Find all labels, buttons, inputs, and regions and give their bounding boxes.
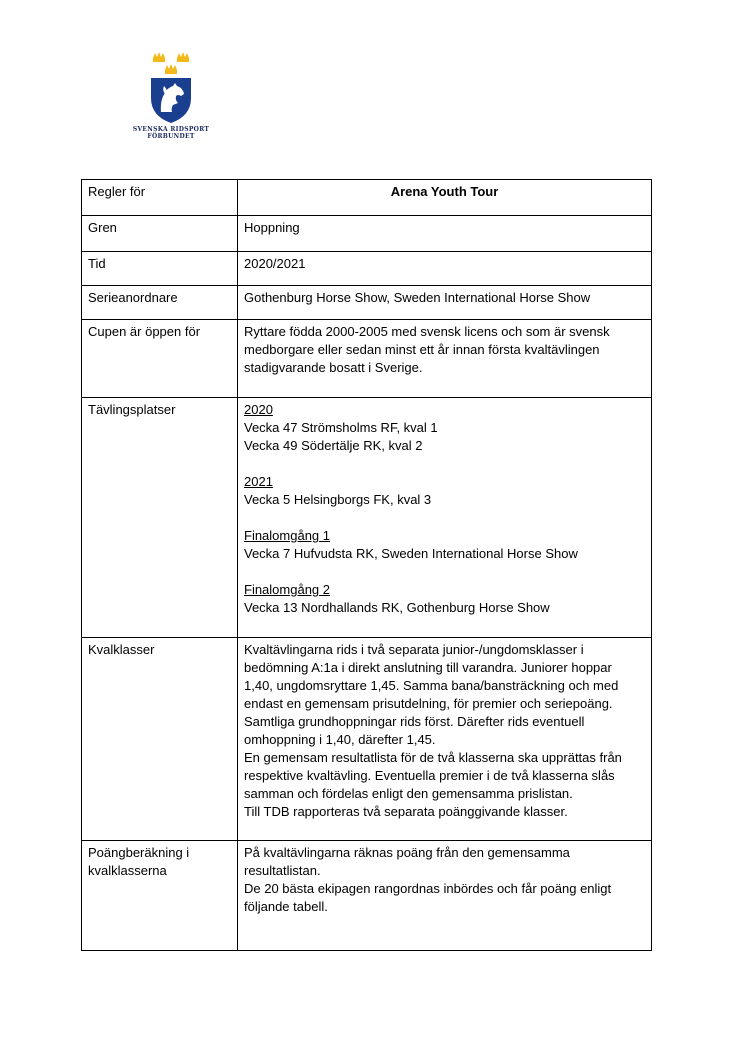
section-heading: Finalomgång 1: [244, 528, 330, 543]
text-line: På kvaltävlingarna räknas poäng från den gemensamma: [244, 845, 570, 860]
text-line: Kvaltävlingarna rids i två separata junior-/ungdomsklasser i: [244, 642, 584, 657]
row-value: [238, 638, 652, 841]
row-value: Hoppning: [238, 216, 652, 252]
text-line: resultatlistan.: [244, 863, 321, 878]
table-row-tavlingsplatser: [82, 398, 652, 638]
text-line: medborgare eller sedan minst ett år innan första kvaltävlingen: [244, 342, 600, 357]
row-value: 2020/2021: [238, 252, 652, 286]
section-heading: 2021: [244, 474, 273, 489]
table-row-kvalklasser: [82, 638, 652, 841]
row-label: Tävlingsplatser: [82, 398, 238, 638]
table-row-serieanordnare: [82, 286, 652, 320]
row-label: Cupen är öppen för: [82, 320, 238, 398]
text-line: samman och fördelas enligt den gemensamma prislistan.: [244, 786, 573, 801]
text-line: Vecka 7 Hufvudsta RK, Sweden International Horse Show: [244, 546, 578, 561]
row-label: Gren: [82, 216, 238, 252]
text-line: Vecka 13 Nordhallands RK, Gothenburg Horse Show: [244, 600, 550, 615]
text-line: En gemensam resultatlista för de två klasserna ska upprättas från: [244, 750, 622, 765]
text-line: Ryttare födda 2000-2005 med svensk licens och som är svensk: [244, 324, 610, 339]
text-line: följande tabell.: [244, 899, 328, 914]
text-line: 1,40, ungdomsryttare 1,45. Samma bana/bansträckning och med: [244, 678, 619, 693]
three-crowns-icon: [153, 52, 189, 74]
text-line: Samtliga grundhoppningar rids först. Därefter rids eventuell: [244, 714, 585, 729]
row-label: Tid: [82, 252, 238, 286]
table-row-gren: [82, 216, 652, 252]
row-value: Gothenburg Horse Show, Sweden International Horse Show: [238, 286, 652, 320]
document-title: Arena Youth Tour: [238, 180, 652, 216]
logo-text-line1: SVENSKA RIDSPORT: [132, 126, 210, 133]
row-value: [238, 398, 652, 638]
row-label-line: kvalklasserna: [88, 863, 167, 878]
row-label: Regler för: [82, 180, 238, 216]
text-line: omhoppning i 1,40, därefter 1,45.: [244, 732, 436, 747]
row-label: [82, 841, 238, 951]
section-heading: Finalomgång 2: [244, 582, 330, 597]
table-row-cupen: [82, 320, 652, 398]
text-line: Till TDB rapporteras två separata poänggivande klasser.: [244, 804, 568, 819]
table-row-poangberakning: [82, 841, 652, 951]
logo-text-line2: FÖRBUNDET: [147, 133, 195, 140]
text-line: respektive kvaltävling. Eventuella premier i de två klasserna slås: [244, 768, 615, 783]
section-heading: 2020: [244, 402, 273, 417]
rules-table: [81, 179, 652, 951]
crest-icon: [131, 50, 211, 126]
row-label: Serieanordnare: [82, 286, 238, 320]
table-row-header: [82, 180, 652, 216]
text-line: Vecka 49 Södertälje RK, kval 2: [244, 438, 423, 453]
row-label-line: Poängberäkning i: [88, 845, 190, 860]
text-line: stadigvarande bosatt i Sverige.: [244, 360, 423, 375]
row-value: [238, 841, 652, 951]
text-line: Vecka 5 Helsingborgs FK, kval 3: [244, 492, 432, 507]
text-line: endast en gemensam prisutdelning, för premier och seriepoäng.: [244, 696, 613, 711]
row-label: Kvalklasser: [82, 638, 238, 841]
text-line: bedömning A:1a i direkt anslutning till varandra. Juniorer hoppar: [244, 660, 612, 675]
row-value: [238, 320, 652, 398]
text-line: Vecka 47 Strömsholms RF, kval 1: [244, 420, 438, 435]
text-line: De 20 bästa ekipagen rangordnas inbördes och får poäng enligt: [244, 881, 612, 896]
federation-logo: [131, 50, 211, 142]
table-row-tid: [82, 252, 652, 286]
